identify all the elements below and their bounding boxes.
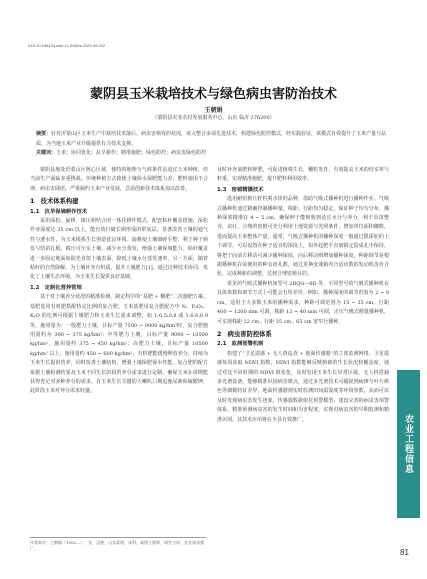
keywords-label: 关键词： [36, 150, 57, 156]
subsection-heading-1-1: 1.1 抗旱保墒耕作技术 [30, 208, 88, 215]
paragraph-seeding: 选用耐密植且籽粒脱水快的品种，借助气吸式播种机进行播种作业。气吸式播种机通过精确控制播种量，株距、行距均匀稳定，保证种子均匀分布，播种深度精准在 4 ~ 5 cm，确保种子能吸收到适宜水分与养分，利于出苗整齐、苗壮。合理的密植可充分利用土地资源与光照条件，增加单位面积穗数，进而提高玉米整体产量，通常，气吸式播种机的播种深度一般通过限深轮的上下调节，可以设置在种子适宜的深度上，如外起肥平直到镇定造成孔中保持，将把子向前方移动可减少播种深度，向后移动则增加播种深度。种距调节是根据播种机在前便用的种有盘孔数，通过更换变速箱内合适齿数的发动机齿齿合轮，完成种距的调整，达到合理密植目的。 [217, 196, 389, 278]
section-heading-2: 2 病虫害防控体系 [217, 330, 272, 338]
paragraph-tillage: 采用深松、旋耕、镇压相结合的一体化耕作模式，配套秸秆覆盖措施，深松作业深度达 35 cm 以上，能有效打破长期形成的犁底层，显著改善土壤的通气性与透水性，为玉米根系生长创造优良环境。旋耕使土壤细碎平整，利于种子萌发与幼苗扎根，镇压可压实土壤，减少水分蒸发，增强土壤保墒能力。秸秆覆盖进一步固定地面和阳光直射土壤表面，降低土壤水分蒸发速率，另一方面，随着秸秆的自然降解，为土壤补充有机质，提升土壤肥力[1]。通过这种技术协同，优化了土壤生态环境，为玉米生长提供良好基础。 [30, 218, 208, 281]
abstract-text [36, 130, 388, 149]
keywords-body: 玉米；协同优化；抗旱耕作；精准施肥；绿色防控；病虫害绿色防控 [56, 150, 207, 156]
abstract-block [36, 130, 388, 159]
author-name: 王朝娟 [204, 107, 223, 114]
keywords-text [36, 149, 388, 159]
subsection-heading-2-1: 2.1 监测预警机制 [217, 341, 264, 348]
journal-section-tab: 农业工程信息 [397, 370, 420, 518]
section-heading-1: 1 技术体系构建 [30, 198, 79, 206]
page-number: 81 [400, 548, 409, 557]
author-footnote: 作者简介：王朝娟（1982—），女，汉族，山东蒙阴，本科，高级工程师，研究方向：农业技术推广。 [30, 537, 206, 552]
doi-line: DOI:10.16813/j.cnki.11-5436/s.2025.08.032 [28, 43, 106, 48]
author-affiliation: （蒙阴县农业农村发展服务中心，山东 临沂 276200） [152, 115, 275, 121]
right-column [217, 166, 389, 425]
paragraph-seeder-models: 常见的气吸式播种机如型号 2BQG—6D 等，不同型号的气吸式播种机在具体参数和调节方式上可能会有所差异。例如，播种深度的调节范围为 2 ~ 8 cm，适用于大多数玉米的播种需求，种距可调范围为 15 ~ 35 cm。行距 400 ~ 1200 mm 可调，株距 12 ~ 40 mm 可调，正压气吸式精量播种机，可实现株距 22 cm，行距 35 cm，65 cm 宽窄行播种。 [217, 280, 389, 325]
paragraph-continued: 及时补充氮肥和钾肥，可促进植株生长，穗粒发育，有效提高玉米的结实率与粒重，实现精准施肥，提升肥料利用效率。 [217, 167, 389, 183]
subsection-heading-1-2: 1.2 定制化营养管理 [30, 284, 82, 291]
paragraph-monitoring: 构建了“卫星遥感 + 无人机巡查 + 地面传感器”的立体监测网络，卫星遥感每周获取 NDVI 指数，NDVI 指数能够反映植被的生长状况和覆盖度，通过对比不同时期的 NDVI 值变化，及时发现玉米生长异常区域。无人机搭载多光谱设备，能够精准识别病害斑点，通过多光谱技术可捕捉到病斑与叶片颜色等细微特征差异，地面传感器则实时监测田间温湿度等环境参数，从而可以及时发现病虫害发生迹象，传感器数据依托预警模型，建设完善的病虫害预警体系，精准预测病虫害的发生时间和为害程度，实现对病虫害的早期监测和精准识别，其技术应用将在全县有效推广。 [217, 350, 389, 423]
intro-paragraph: 蒙阴县地处沂蒙山区核心区域，独特的地理与气候条件虽适宜玉米种植，但当前生产面临多重挑战。传统种植方式致使土壤保水保肥能力差，肥料施用不合理，病虫害肆虐，严重制约玉米产业发展，急需创新技术体系加以改善。 [30, 167, 208, 192]
article-title: 蒙阴县玉米栽培技术与绿色病虫害防治技术 [89, 87, 337, 102]
abstract-body: 针对沂蒙山区玉米生产中栽培技术落后、病虫害频发的状况，该文整合多项先进技术，构建绿色防控模式，经实践验证，该模式有效提升了玉米产量与品质，为当地玉米产业升级提供有力技术支撑。 [36, 131, 387, 147]
subsection-heading-1-3: 1.3 密植精播技术 [217, 186, 264, 193]
paragraph-fertilization: 基于对土壤养分状况的精准检测，制定科学的“基肥 + 穗肥”二次施肥方案。基肥选用有机肥搭配特定比例的复合肥。玉米基肥用复合肥配方中 N、P₂O₅、K₂O 的比例可根据土壤肥力和玉米生长需求调整，如 1:0.5:0.8 或 1:0.6:0.9 等，施用量为：一般肥力土壤，目标产量 7500 ~ 9000 kg/hm²时，复合肥施用量约为 300 ~ 375 kg/hm²；中等肥力土壤，目标产量 9000 ~ 10500 kg/hm²，施用量约 375 ~ 450 kg/hm²；高肥力土壤，目标产量 10500 kg/hm² 以上，施用量约 450 ~ 600 kg/hm²，有机肥能缓慢释放养分，持续为玉米生长提供营养，同时改善土壤结构，增强土壤保肥保水性能。复合肥的配方依据土壤检测结果及玉米不同生长阶段的养分需求进行定制，确保玉米在苗期能获得充足对多种养分的需求。在玉米生长关键的大喇叭口期追施尿素和硫酸钾，此阶段玉米对养分需求旺盛。 [30, 294, 208, 395]
left-column [30, 166, 208, 397]
abstract-label: 摘要： [36, 131, 52, 137]
